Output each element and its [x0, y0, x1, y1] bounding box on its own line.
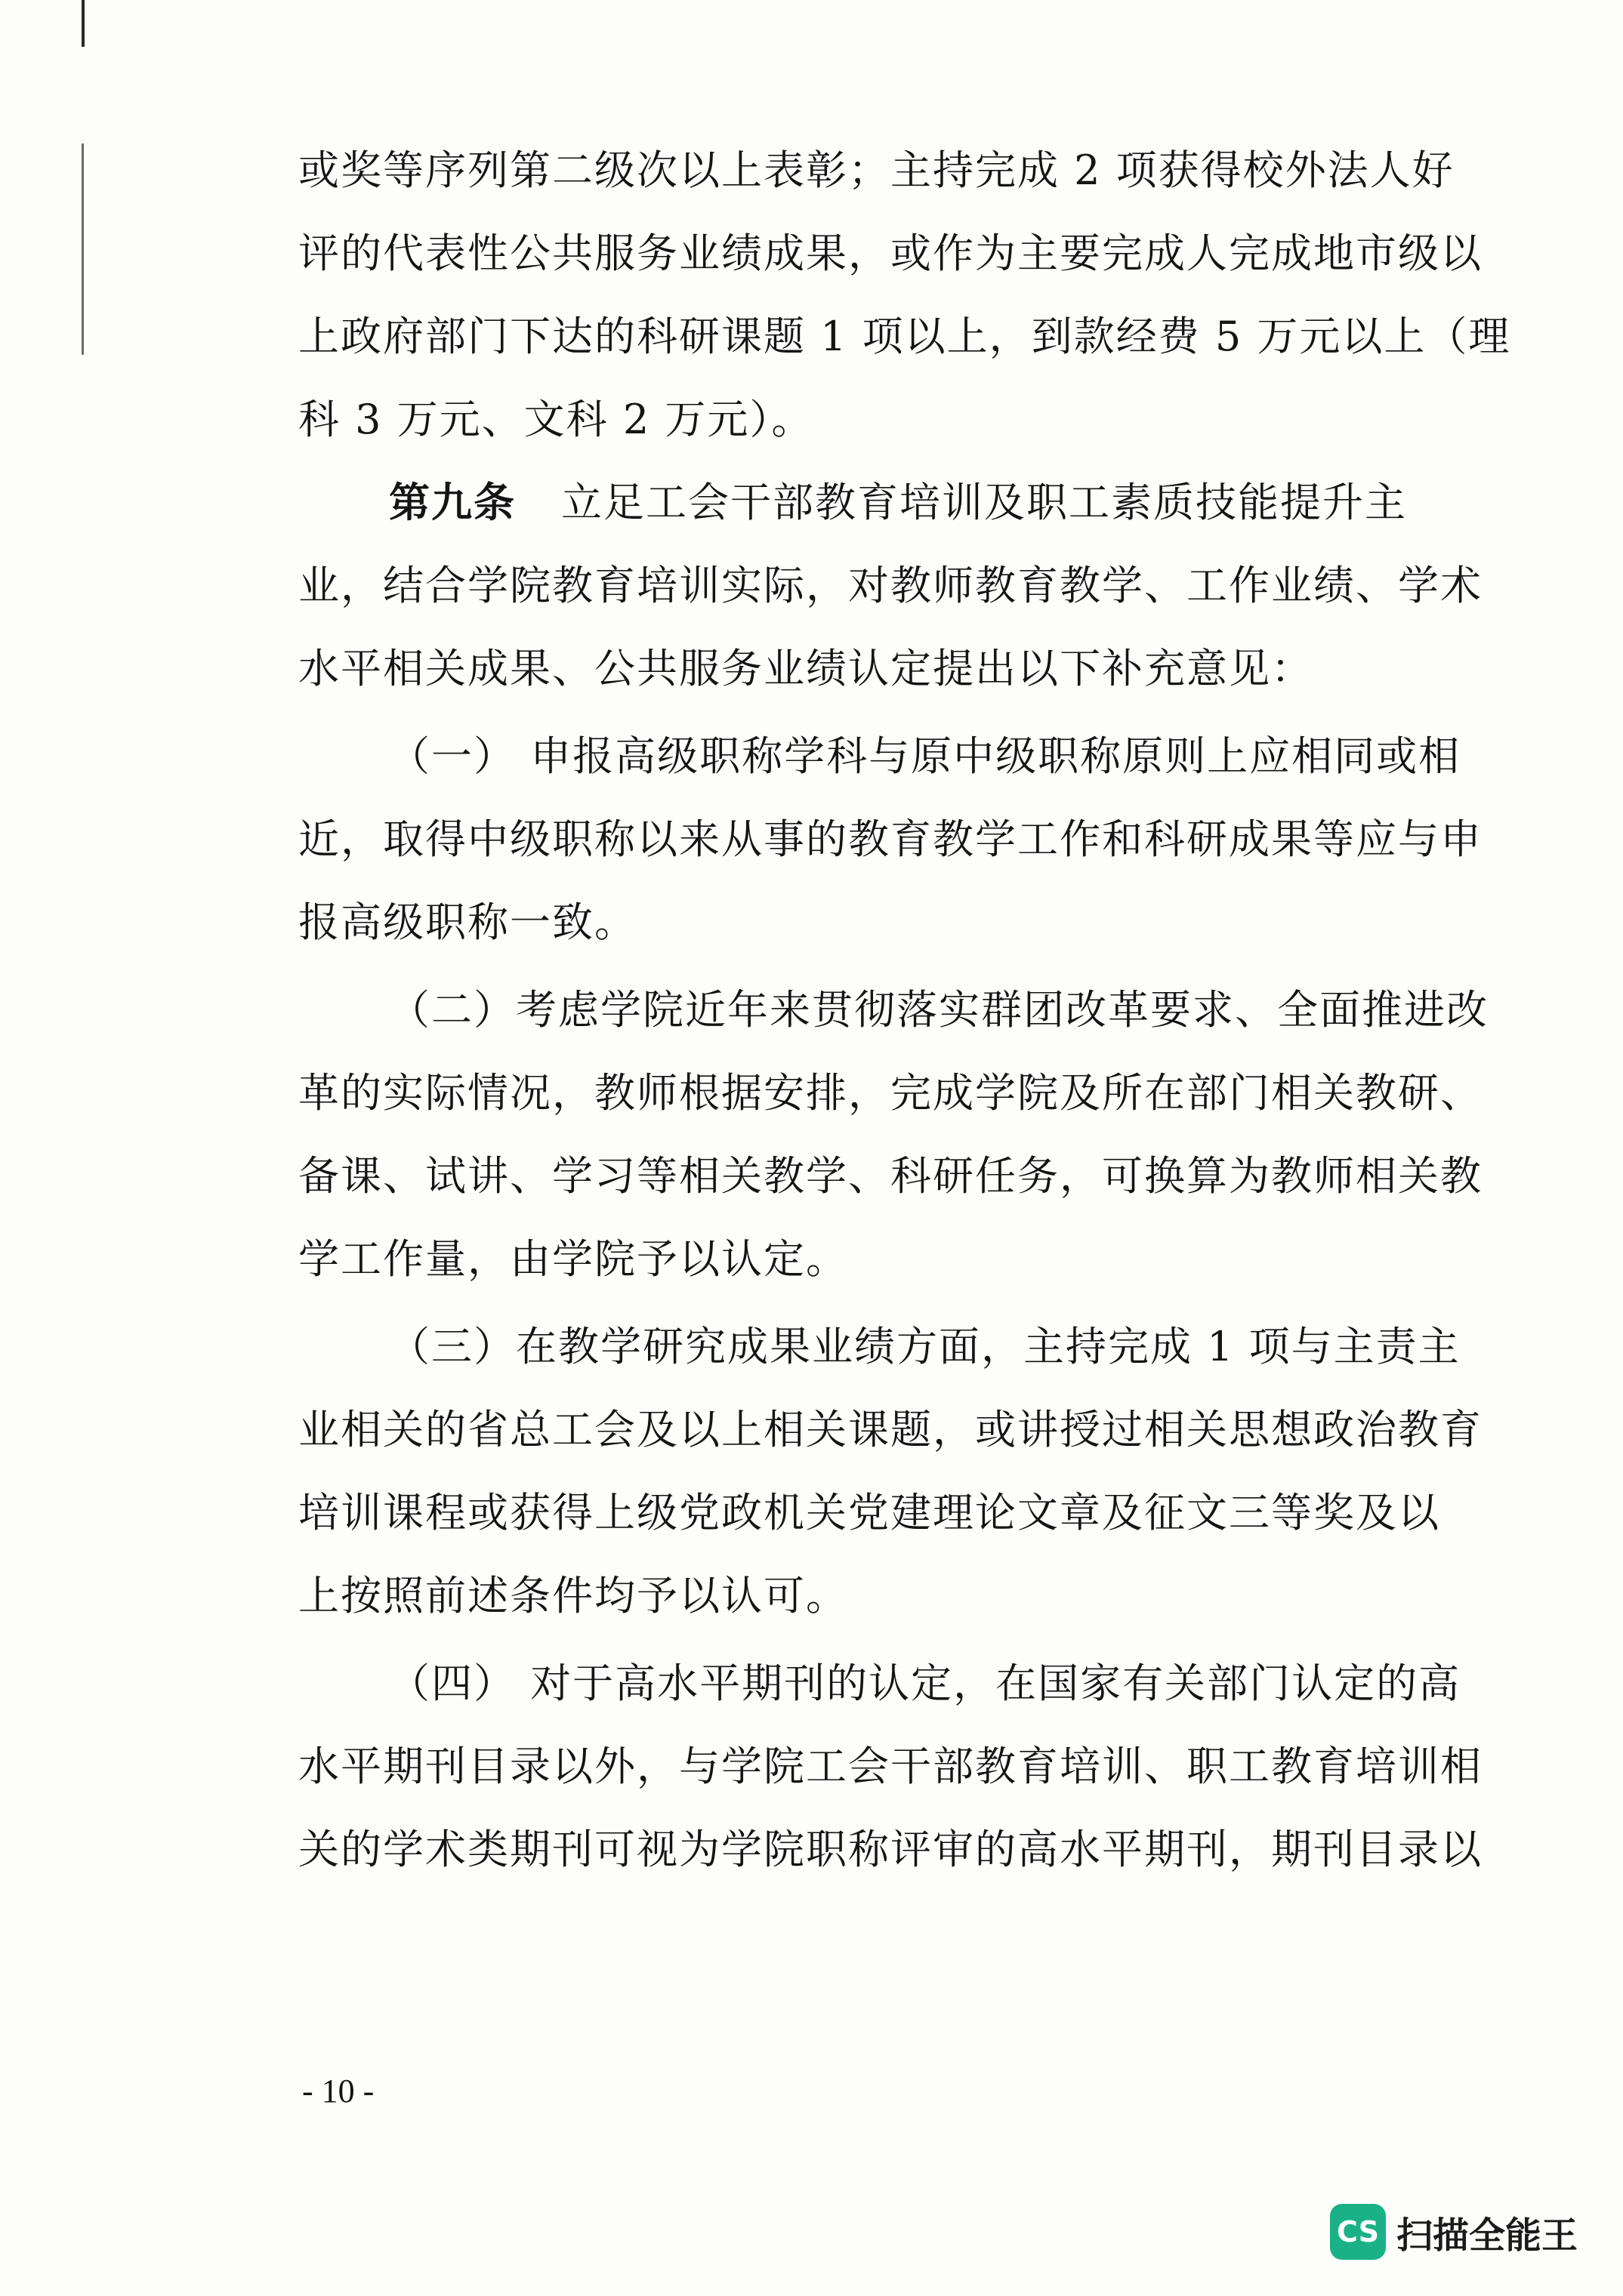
text-line: 业，结合学院教育培训实际，对教师教育教学、工作业绩、学术 [298, 562, 1483, 609]
camscanner-app-name: 扫描全能王 [1396, 2214, 1578, 2257]
text-line: 或奖等序列第二级次以上表彰；主持完成 2 项获得校外法人好 [298, 146, 1455, 194]
text-line: 业相关的省总工会及以上相关课题，或讲授过相关思想政治教育 [298, 1406, 1483, 1453]
page-number: - 10 - [302, 2073, 375, 2110]
text-line: 培训课程或获得上级党政机关党建理论文章及征文三等奖及以 [298, 1489, 1440, 1536]
text-line: 近，取得中级职称以来从事的教育教学工作和科研成果等应与申 [298, 815, 1483, 863]
article-9-first-line [389, 473, 1597, 533]
text-line: 备课、试讲、学习等相关教学、科研任务，可换算为教师相关教 [298, 1152, 1483, 1200]
text-line: 革的实际情况，教师根据安排，完成学院及所在部门相关教研、 [298, 1069, 1483, 1117]
text-line: 上政府部门下达的科研课题 1 项以上，到款经费 5 万元以上（理 [298, 313, 1511, 360]
camscanner-logo-icon: CS [1330, 2204, 1386, 2260]
scanner-watermark [1330, 2198, 1578, 2266]
scan-edge-mark [82, 0, 85, 47]
list-item-3: （三）在教学研究成果业绩方面，主持完成 1 项与主责主 [389, 1323, 1461, 1370]
text-line: 评的代表性公共服务业绩成果，或作为主要完成人完成地市级以 [298, 230, 1483, 277]
list-item-4: （四） 对于高水平期刊的认定，在国家有关部门认定的高 [389, 1660, 1461, 1707]
text-line: 报高级职称一致。 [298, 898, 637, 946]
list-item-2: （二）考虑学院近年来贯彻落实群团改革要求、全面推进改 [389, 986, 1489, 1034]
text-line: 上按照前述条件均予以认可。 [298, 1572, 848, 1620]
text-line: 立足工会干部教育培训及职工素质技能提升主 [561, 479, 1407, 526]
text-line: 关的学术类期刊可视为学院职称评审的高水平期刊，期刊目录以 [298, 1826, 1483, 1873]
text-line: 水平期刊目录以外，与学院工会干部教育培训、职工教育培训相 [298, 1743, 1483, 1790]
text-line: 水平相关成果、公共服务业绩认定提出以下补充意见： [298, 645, 1313, 692]
article-heading: 第九条 [389, 479, 516, 526]
text-line: 科 3 万元、文科 2 万元）。 [298, 396, 814, 443]
text-line: 学工作量，由学院予以认定。 [298, 1235, 848, 1283]
scan-edge-mark-lower [82, 143, 84, 355]
list-item-1: （一） 申报高级职称学科与原中级职称原则上应相同或相 [389, 732, 1461, 780]
